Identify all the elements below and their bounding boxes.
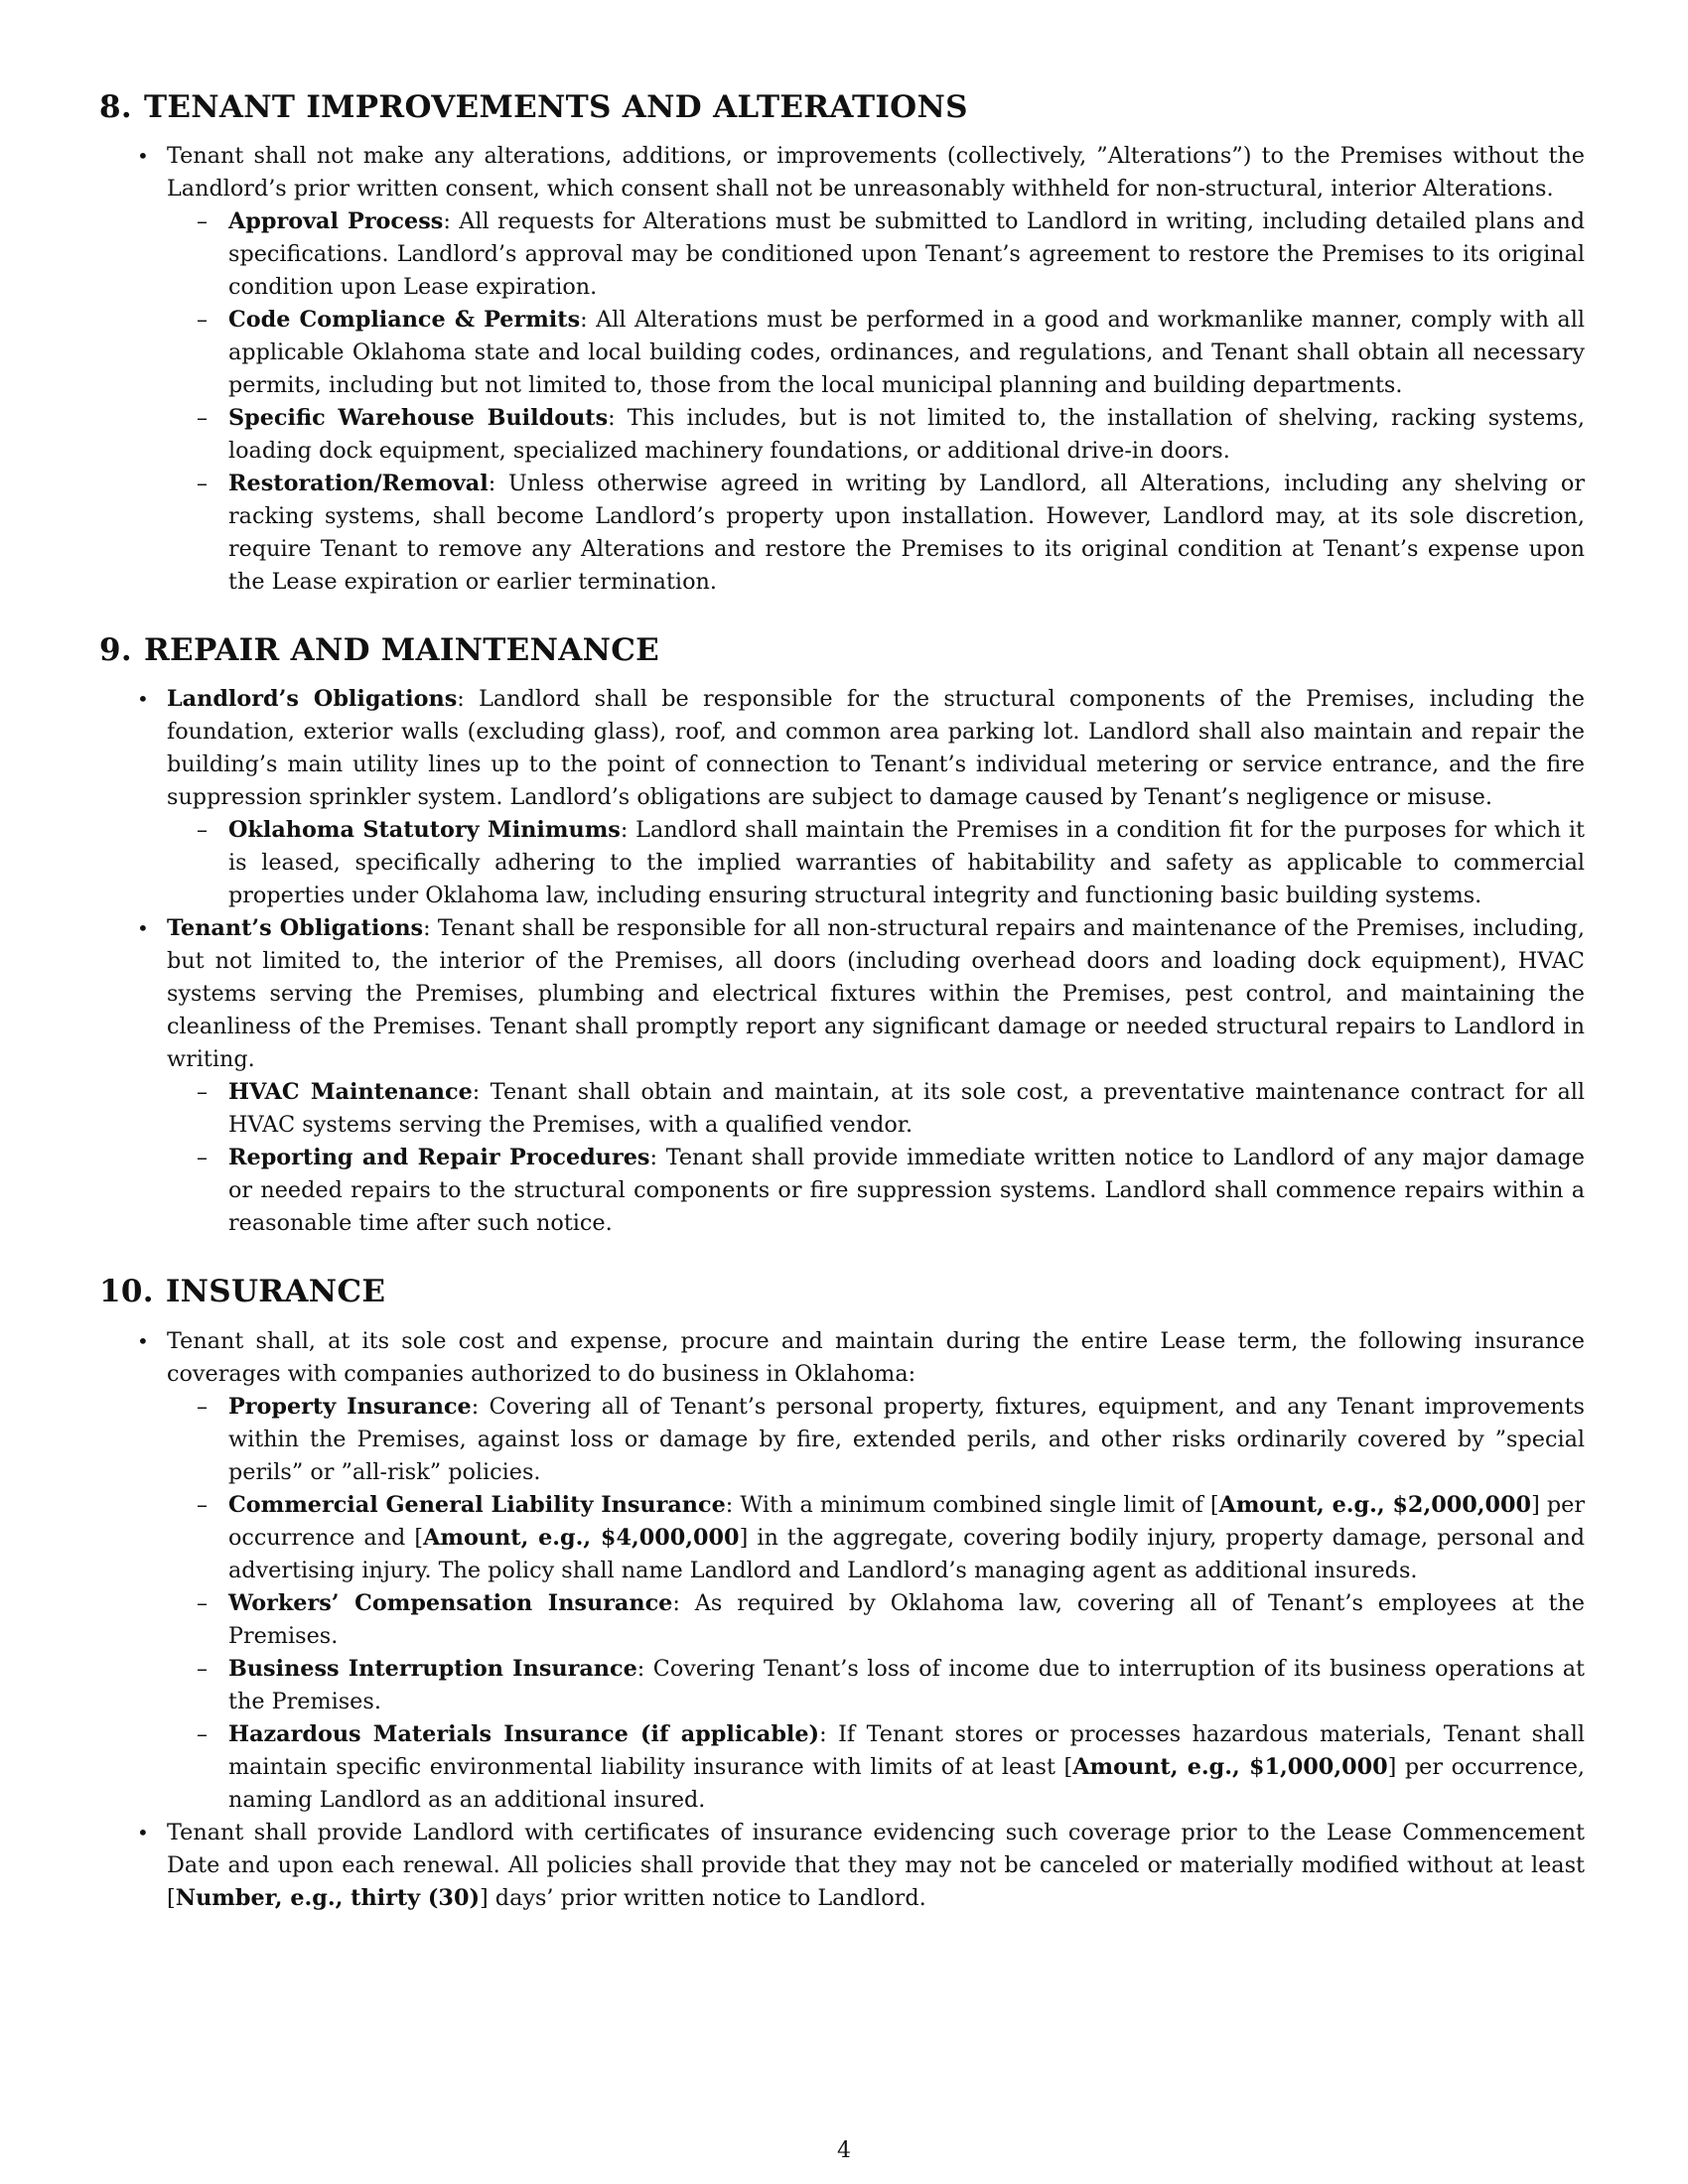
bullet-icon: • [137,1820,149,1844]
item-lead: Workers’ Compensation Insurance [228,1589,673,1616]
dash-icon: – [197,1492,208,1518]
item-text: ] days’ prior written notice to Landlord. [480,1884,926,1911]
item-lead: Business Interruption Insurance [228,1655,637,1682]
section-number: 10. [99,1274,154,1310]
sub-list-item [167,1076,1585,1142]
item-lead: Hazardous Materials Insurance (if applicable) [228,1720,820,1747]
item-lead: Code Compliance & Permits [228,307,581,334]
item-lead: Reporting and Repair Procedures [228,1145,650,1171]
dash-icon: – [197,308,208,334]
item-text: : Landlord shall be responsible for the structural components of the Premises, including the foundation, exterior walls (excluding glass), roof, and common area parking lot. Landlord shall also maintain and repair the building’s main utility lines up to the point of connection to Tenant’s individual metering or service entrance, and the fire suppression sprinkler system. Landlord’s obligations are subject to damage caused by Tenant’s negligence or misuse. [167,686,1585,811]
list-item [99,140,1585,599]
item-lead: Specific Warehouse Buildouts [228,405,609,432]
section-number: 8. [99,89,132,125]
item-text: : Covering all of Tenant’s personal property, fixtures, equipment, and any Tenant improvements within the Premises, against loss or damage by fire, extended perils, and other risks ordinarily covered by ”special perils” or ”all-risk” policies. [228,1393,1586,1485]
dash-icon: – [197,406,208,432]
dash-icon: – [197,1146,208,1171]
item-text: : If Tenant stores or processes hazardous materials, Tenant shall maintain specific environmental liability insurance with limits of at least [ [228,1720,1585,1780]
item-text: ] per occurrence, naming Landlord as an additional insured. [228,1753,1585,1813]
sub-list-item [167,1653,1585,1718]
item-lead: HVAC Maintenance [228,1079,473,1106]
bullet-list [99,1325,1585,1915]
item-lead: Commercial General Liability Insurance [228,1491,726,1518]
item-text: : Covering Tenant’s loss of income due to interruption of its business operations at the Premises. [228,1655,1585,1714]
item-text: : Landlord shall maintain the Premises in a condition fit for the purposes for which it is leased, specifically adhering to the implied warranties of habitability and safety as applicable to commercial properties under Oklahoma law, including ensuring structural integrity and functioning basic building systems. [228,817,1585,909]
paragraph-text: Tenant shall not make any alterations, additions, or improvements (collectively, ”Alterations”) to the Premises without the Landlord’s prior written consent, which consent shall not be unreasonably withheld for non-structural, interior Alterations. [167,143,1585,203]
sub-list [167,1391,1585,1817]
item-lead: Oklahoma Statutory Minimums [228,817,621,844]
bullet-icon: • [137,687,149,712]
sub-list-item [167,1587,1585,1653]
dash-icon: – [197,1394,208,1420]
section-number: 9. [99,632,132,669]
item-text: : All Alterations must be performed in a good and workmanlike manner, comply with all applicable Oklahoma state and local building codes, ordinances, and regulations, and Tenant shall obtain all necessary permits, including but not limited to, those from the local municipal planning and building departments. [228,307,1585,399]
item-text: : Tenant shall provide immediate written notice to Landlord of any major damage or needed repairs to the structural components or fire suppression systems. Landlord shall commence repairs within a reasonable time after such notice. [228,1145,1585,1237]
sub-list-item [167,1489,1585,1587]
item-lead: Restoration/Removal [228,471,489,497]
section-10 [99,1274,1585,1914]
blank-placeholder: Amount, e.g., $4,000,000 [423,1524,740,1551]
list-item [99,1325,1585,1817]
bullet-icon: • [137,1328,149,1353]
item-text: : All requests for Alterations must be submitted to Landlord in writing, including detailed plans and specifications. Landlord’s approval may be conditioned upon Tenant’s agreement to restore the Premises to its original condition upon Lease expiration. [228,208,1585,301]
item-text: : With a minimum combined single limit of [ [725,1491,1219,1518]
item-lead: Tenant’s Obligations [167,915,424,942]
page-number: 4 [837,2138,851,2163]
sub-list-item [167,1718,1585,1817]
dash-icon: – [197,209,208,235]
item-text: Tenant shall provide Landlord with certificates of insurance evidencing such coverage prior to the Lease Commencement Date and upon each renewal. All policies shall provide that they may not be canceled or materially modified without at least [ [167,1819,1585,1911]
dash-icon: – [197,1080,208,1106]
bullet-list [99,683,1585,1240]
sub-list-item [167,304,1585,402]
item-text: : This includes, but is not limited to, the installation of shelving, racking systems, loading dock equipment, specialized machinery foundations, or additional drive-in doors. [228,405,1585,465]
list-item [99,1817,1585,1915]
item-text: ] in the aggregate, covering bodily injury, property damage, personal and advertising injury. The policy shall name Landlord and Landlord’s managing agent as additional insureds. [228,1524,1585,1583]
sub-list-item [167,402,1585,468]
dash-icon: – [197,1656,208,1682]
item-lead: Approval Process [228,208,444,235]
sub-list-item [167,468,1585,599]
section-8 [99,89,1585,599]
item-text: ] per occurrence and [ [228,1491,1585,1551]
bullet-icon: • [137,916,149,941]
item-text: : Tenant shall obtain and maintain, at its sole cost, a preventative maintenance contract for all HVAC systems serving the Premises, with a qualified vendor. [228,1079,1586,1139]
section-heading [99,89,1585,126]
section-title: TENANT IMPROVEMENTS AND ALTERATIONS [143,89,968,125]
item-text: : Unless otherwise agreed in writing by Landlord, all Alterations, including any shelving or racking systems, shall become Landlord’s property upon installation. However, Landlord may, at its sole discretion, require Tenant to remove any Alterations and restore the Premises to its original condition at Tenant’s expense upon the Lease expiration or earlier termination. [228,471,1585,596]
section-heading [99,1274,1585,1310]
document-page [99,89,1585,1949]
dash-icon: – [197,472,208,497]
section-9 [99,632,1585,1240]
dash-icon: – [197,1590,208,1616]
bullet-icon: • [137,144,149,169]
item-text: : Tenant shall be responsible for all non-structural repairs and maintenance of the Premises, including, but not limited to, the interior of the Premises, all doors (including overhead doors and loading dock equipment), HVAC systems serving the Premises, plumbing and electrical fixtures within the Premises, pest control, and maintaining the cleanliness of the Premises. Tenant shall promptly report any significant damage or needed structural repairs to Landlord in writing. [167,915,1585,1073]
sub-list [167,205,1585,599]
blank-placeholder: Amount, e.g., $2,000,000 [1218,1491,1532,1518]
sub-list [167,814,1585,912]
blank-placeholder: Amount, e.g., $1,000,000 [1072,1753,1388,1780]
section-title: REPAIR AND MAINTENANCE [143,632,660,669]
sub-list-item [167,205,1585,304]
item-lead: Landlord’s Obligations [167,686,458,713]
section-title: INSURANCE [165,1274,386,1310]
sub-list-item [167,1391,1585,1489]
dash-icon: – [197,818,208,844]
paragraph [167,140,1585,205]
sub-list-item [167,814,1585,912]
list-item [99,912,1585,1240]
list-item [99,683,1585,912]
section-heading [99,632,1585,669]
item-text: Tenant shall, at its sole cost and expense, procure and maintain during the entire Lease term, the following insurance coverages with companies authorized to do business in Oklahoma: [167,1327,1585,1387]
sub-list [167,1076,1585,1240]
blank-placeholder: Number, e.g., thirty (30) [175,1884,481,1911]
dash-icon: – [197,1721,208,1747]
item-lead: Property Insurance [228,1393,472,1420]
bullet-list [99,140,1585,599]
sub-list-item [167,1142,1585,1240]
item-text: : As required by Oklahoma law, covering all of Tenant’s employees at the Premises. [228,1589,1586,1649]
